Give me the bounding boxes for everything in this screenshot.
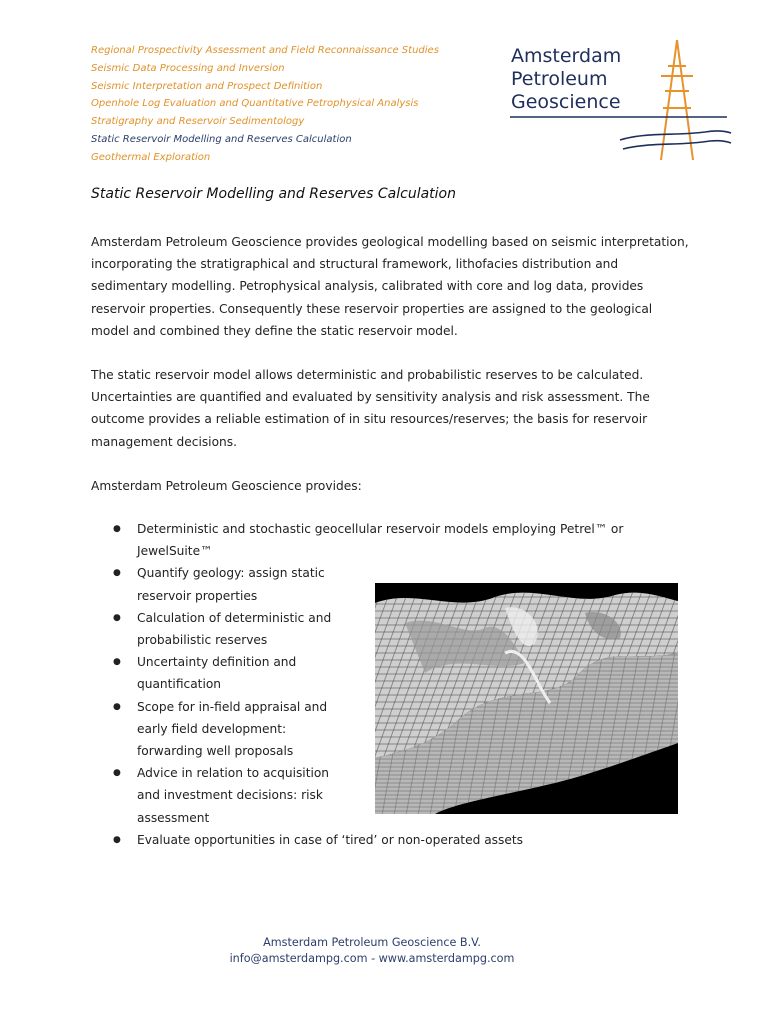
service-item[interactable]: Geothermal Exploration	[91, 151, 211, 163]
bullet-icon: ●	[113, 612, 121, 623]
bullet-icon: ●	[113, 568, 121, 579]
logo-line: Petroleum	[511, 68, 608, 90]
list-item: ● Deterministic and stochastic geocellular reservoir models employing Petrel™ or JewelSuite™	[91, 518, 677, 562]
bullet-icon: ●	[113, 768, 121, 779]
service-item-current[interactable]: Static Reservoir Modelling and Reserves Calculation	[91, 133, 352, 145]
service-item[interactable]: Seismic Data Processing and Inversion	[91, 62, 285, 74]
service-item[interactable]: Regional Prospectivity Assessment and Field Reconnaissance Studies	[91, 45, 439, 56]
service-item[interactable]: Openhole Log Evaluation and Quantitative Petrophysical Analysis	[91, 98, 419, 110]
reservoir-model-image	[375, 583, 678, 814]
service-item[interactable]: Stratigraphy and Reservoir Sedimentology	[91, 116, 305, 128]
reservoir-grid-illustration	[375, 583, 678, 814]
company-logo	[505, 36, 740, 166]
intro-paragraph: Amsterdam Petroleum Geoscience provides geological modelling based on seismic interpretation, incorporating the stratigraphical and structural framework, lithofacies distribution and sedimentary modelling. Petrophysical analysis, calibrated with core and log data, provides reservoir properties. Consequently these reservoir properties are assigned to the geological model and combined they define the static reservoir model.	[91, 235, 689, 338]
list-item: ● Calculation of deterministic and probabilistic reserves	[91, 607, 677, 651]
bullet-icon: ●	[113, 834, 121, 845]
logo-line: Geoscience	[511, 91, 621, 113]
bullet-icon: ●	[113, 701, 121, 712]
list-item: ● Uncertainty definition and quantification	[91, 651, 677, 695]
list-item: ● Advice in relation to acquisition and investment decisions: risk assessment	[91, 762, 677, 829]
list-item: ● Evaluate opportunities in case of ‘tired’ or non-operated assets	[91, 829, 677, 851]
bullet-icon: ●	[113, 657, 121, 668]
bullet-icon: ●	[113, 524, 121, 534]
services-list	[91, 42, 439, 167]
page-title: Static Reservoir Modelling and Reserves Calculation	[91, 186, 456, 202]
oil-derrick-icon	[505, 36, 740, 166]
reserves-paragraph: The static reservoir model allows deterministic and probabilistic reserves to be calculated. Uncertainties are quantified and evaluated by sensitivity analysis and risk assessment. The outcome provides a reliable estimation of in situ resources/reserves; the basis for reservoir management decisions.	[91, 368, 650, 449]
footer-contact[interactable]: info@amsterdampg.com - www.amsterdampg.com	[229, 952, 515, 965]
list-item: ● Quantify geology: assign static reservoir properties	[91, 562, 677, 606]
list-item: ● Scope for in-field appraisal and early field development: forwarding well proposals	[91, 696, 677, 763]
provides-intro: Amsterdam Petroleum Geoscience provides:	[91, 479, 362, 493]
footer-company: Amsterdam Petroleum Geoscience B.V.	[263, 936, 481, 949]
service-item[interactable]: Seismic Interpretation and Prospect Definition	[91, 80, 323, 92]
logo-line: Amsterdam	[511, 45, 622, 67]
